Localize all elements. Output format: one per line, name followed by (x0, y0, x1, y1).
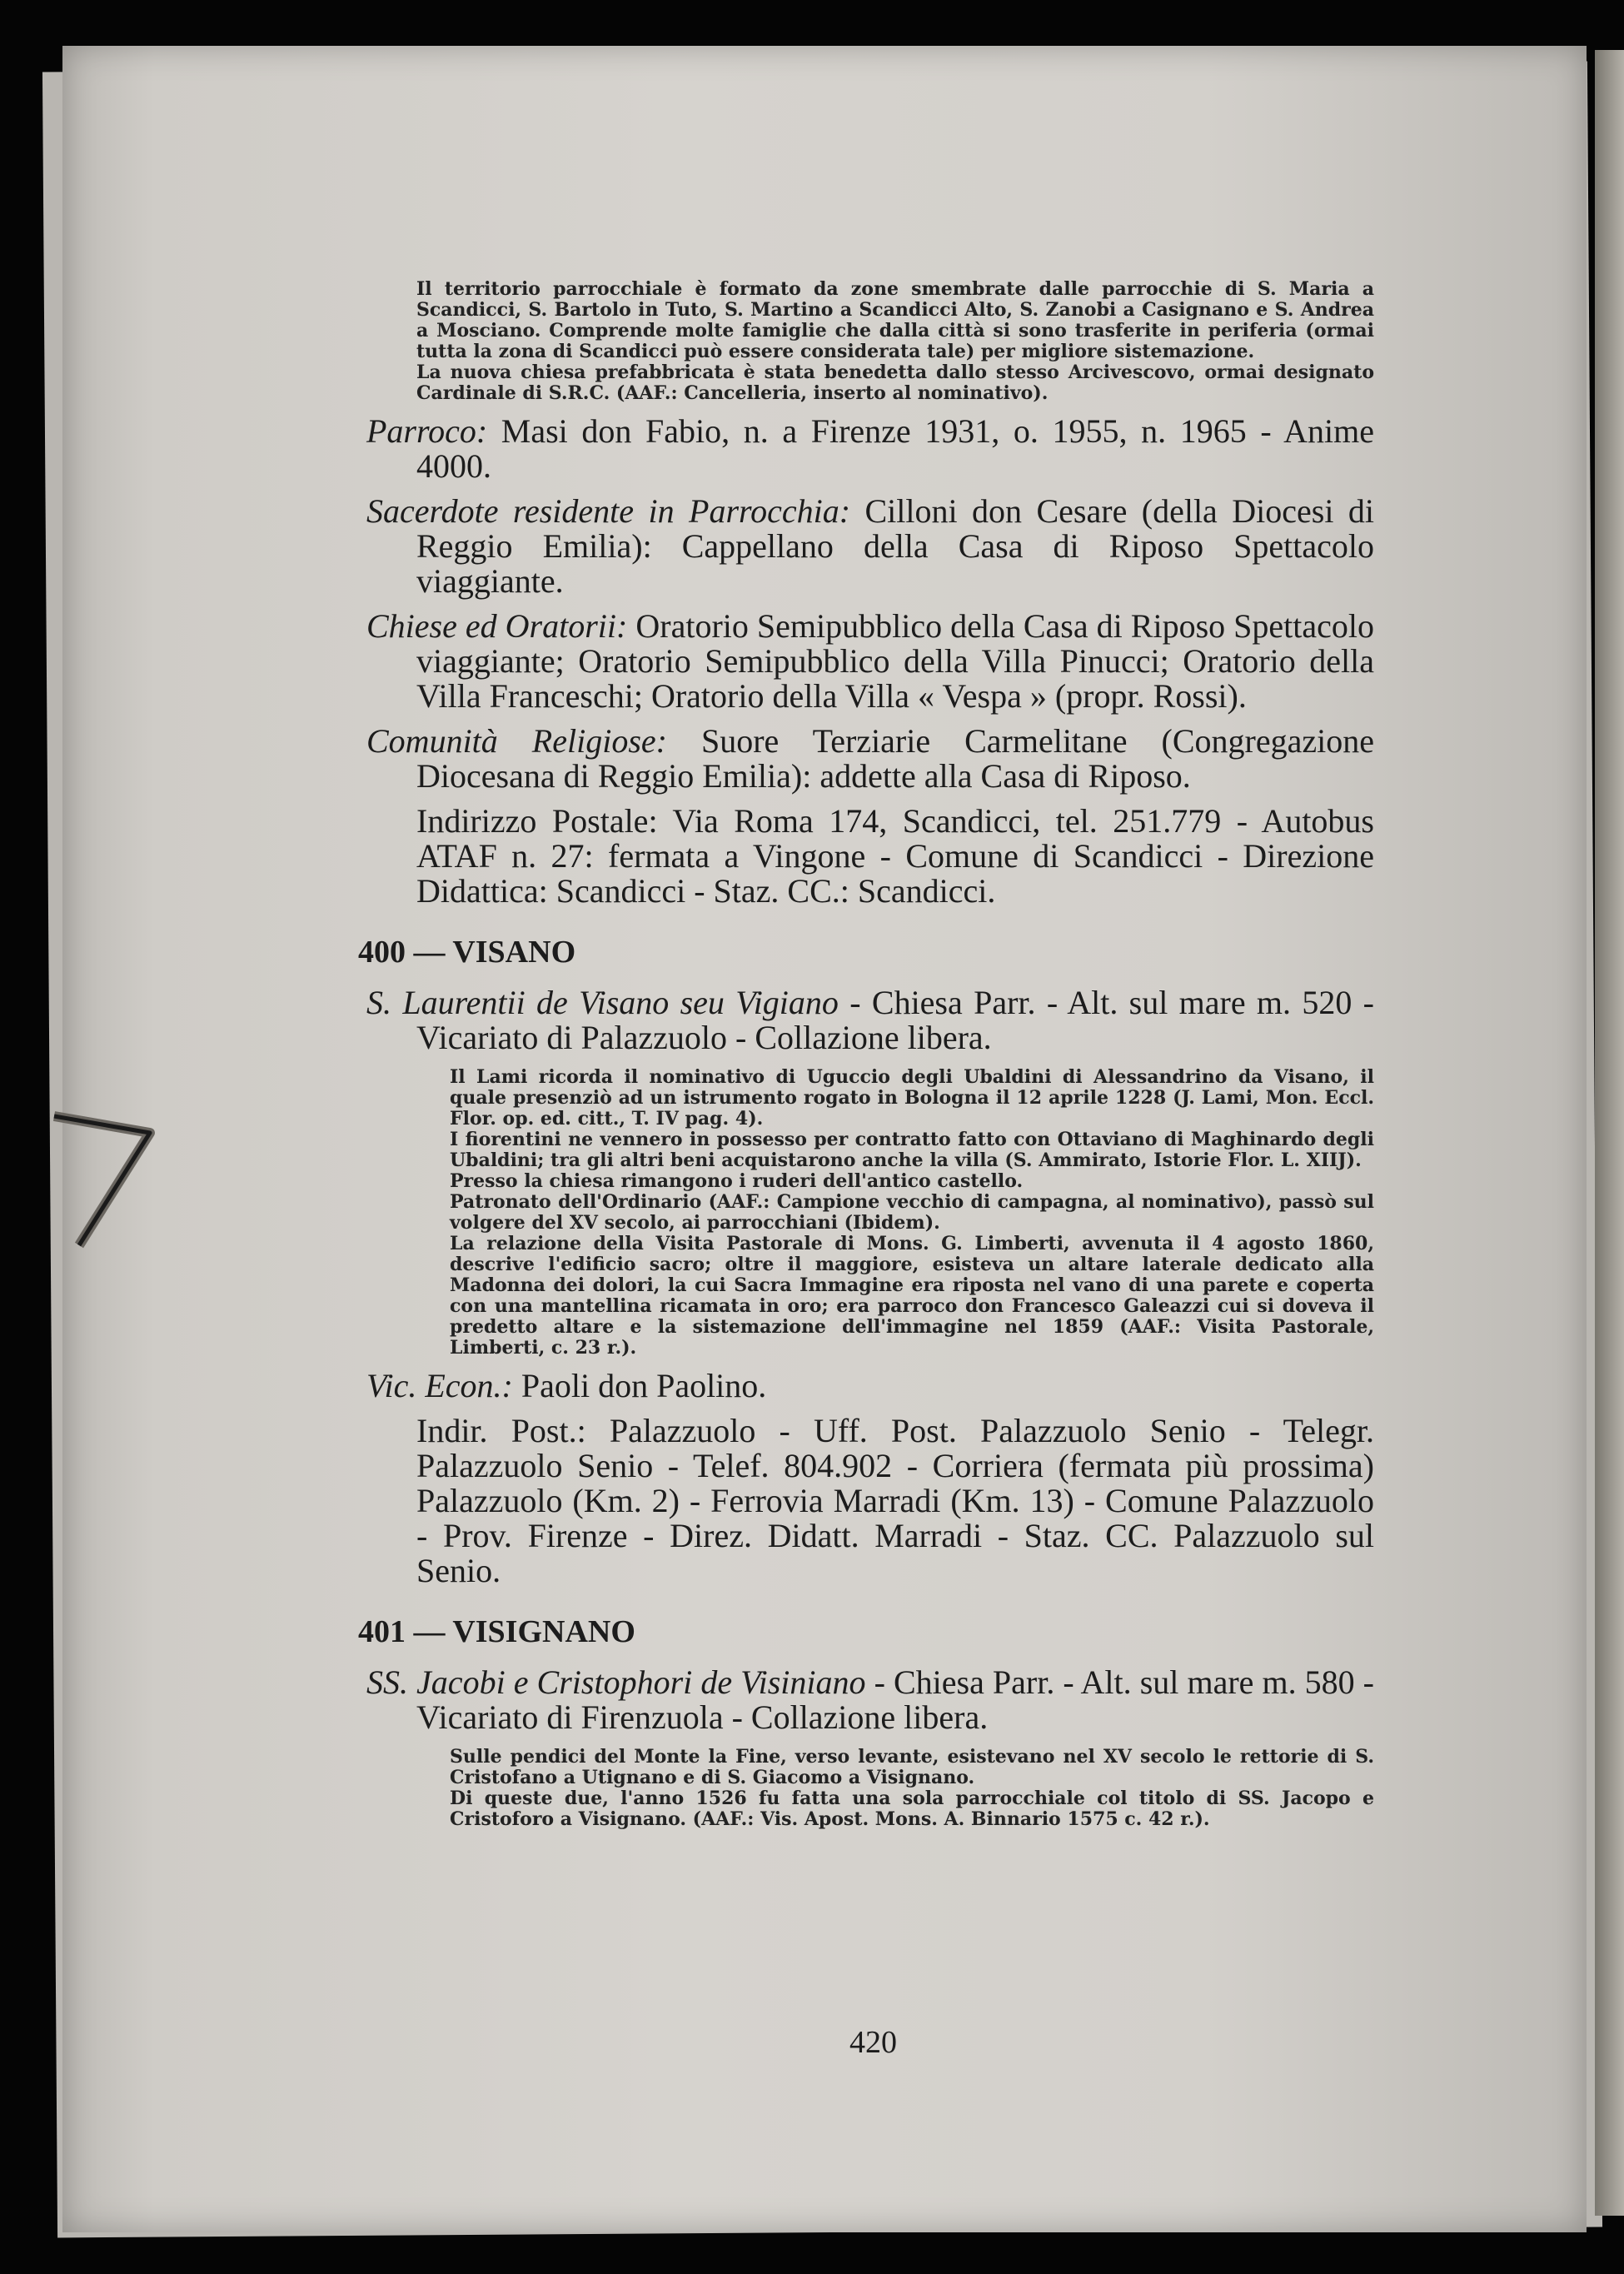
entry-sacerdote (366, 494, 1374, 599)
note-line: Il territorio parrocchiale è formato da zone smembrate dalle parrocchie di S. Maria a Scandicci, S. Bartolo in Tuto, S. Martino a Scandicci Alto, S. Zanobi a Casignano e S. Andrea a Mosciano. Comprende molte famiglie che dalla città si sono trasferite in periferia (ormai tutta la zona di Scandicci può essere considerata tale) per migliore sistemazione. (416, 278, 1374, 362)
note-block-scandicci (366, 279, 1374, 404)
entry-label: Vic. Econ.: (366, 1367, 513, 1404)
entry-text: Masi don Fabio, n. a Firenze 1931, o. 1955, n. 1965 - Anime 4000. (416, 412, 1374, 485)
note-line: La relazione della Visita Pastorale di Mons. G. Limberti, avvenuta il 4 agosto 1860, descrive l'edificio sacro; oltre il maggiore, esisteva un altare laterale dedicato alla Madonna dei dolori, la cui Sacra Immagine era riposta nel vano di una parete e coperta con una mantellina ricamata in oro; era parroco don Francesco Galeazzi cui si doveva il predetto altare e la sistemazione dell'immagine nel 1859 (AAF.: Visita Pastorale, Limberti, c. 23 r.). (450, 1233, 1374, 1359)
entry-visano-title (366, 985, 1374, 1055)
entry-text: - Chiesa Parr. - Alt. sul mare m. 580 - Vicariato di Firenzuola - Collazione libera. (416, 1663, 1375, 1736)
page-content (358, 278, 1375, 1838)
entry-label: SS. Jacobi e Cristophori de Visiniano (366, 1663, 866, 1701)
note-line: La nuova chiesa prefabbricata è stata benedetta dallo stesso Arcivescovo, ormai designato Cardinale di S.R.C. (AAF.: Cancelleria, inserto al nominativo). (416, 362, 1374, 404)
entry-comunita (366, 724, 1374, 794)
entry-label: S. Laurentii de Visano seu Vigiano (366, 984, 839, 1021)
entry-text: Suore Terziarie Carmelitane (Congregazione Diocesana di Reggio Emilia): addette alla Casa di Riposo. (416, 722, 1374, 795)
entry-indirizzo-visano: Indir. Post.: Palazzuolo - Uff. Post. Palazzuolo Senio - Telegr. Palazzuolo Senio - Telef. 804.902 - Corriera (fermata più prossima) Palazzuolo (Km. 2) - Ferrovia Marradi (Km. 13) - Comune Palazzuolo - Prov. Firenze - Direz. Didatt. Marradi - Staz. CC. Palazzuolo sul Senio. (416, 1412, 1374, 1589)
note-line: Sulle pendici del Monte la Fine, verso levante, esistevano nel XV secolo le rettorie di S. Cristofano a Utignano e di S. Giacomo a Visignano. (450, 1746, 1374, 1788)
entry-text: Oratorio Semipubblico della Casa di Riposo Spettacolo viaggiante; Oratorio Semipubblico della Villa Pinucci; Oratorio della Villa Franceschi; Oratorio della Villa « Vespa » (propr. Rossi). (416, 607, 1375, 715)
entry-visignano-title (366, 1665, 1374, 1735)
note-block-visignano (366, 1747, 1374, 1830)
note-block-visano (366, 1067, 1374, 1359)
paper-clip-icon (50, 1100, 162, 1258)
section-heading-visignano: 401 — VISIGNANO (358, 1614, 635, 1649)
entry-chiese (366, 609, 1374, 714)
entry-label: Sacerdote residente in Parrocchia: (366, 492, 851, 530)
entry-text: Cilloni don Cesare (della Diocesi di Reggio Emilia): Cappellano della Casa di Riposo Spettacolo viaggiante. (416, 492, 1374, 600)
note-line: I fiorentini ne vennero in possesso per contratto fatto con Ottaviano di Maghinardo degli Ubaldini; tra gli altri beni acquistarono anche la villa (S. Ammirato, Istorie Flor. L. XIIJ). (450, 1129, 1374, 1171)
entry-vic-econ (366, 1369, 1374, 1404)
note-line: Presso la chiesa rimangono i ruderi dell'antico castello. (450, 1170, 1024, 1192)
page-edge (1595, 50, 1624, 2216)
note-line: Di queste due, l'anno 1526 fu fatta una sola parrocchiale col titolo di SS. Jacopo e Cristoforo a Visignano. (AAF.: Vis. Apost. Mons. A. Binnario 1575 c. 42 r.). (450, 1788, 1374, 1830)
note-line: Patronato dell'Ordinario (AAF.: Campione vecchio di campagna, al nominativo), passò sul volgere del XV secolo, ai parrocchiani (Ibidem). (450, 1191, 1374, 1234)
entry-indirizzo: Indirizzo Postale: Via Roma 174, Scandicci, tel. 251.779 - Autobus ATAF n. 27: fermata a Vingone - Comune di Scandicci - Direzione Didattica: Scandicci - Staz. CC.: Scandicci. (416, 802, 1374, 910)
entry-text: Paoli don Paolino. (521, 1367, 767, 1404)
page-number: 420 (849, 2025, 897, 2060)
entry-label: Parroco: (366, 412, 488, 450)
entry-parroco (366, 414, 1374, 484)
note-line: Il Lami ricorda il nominativo di Uguccio degli Ubaldini di Alessandrino da Visano, il quale presenziò ad un istrumento rogato in Bologna il 12 aprile 1228 (J. Lami, Mon. Eccl. Flor. op. ed. citt., T. IV pag. 4). (450, 1066, 1374, 1130)
entry-label: Comunità Religiose: (366, 722, 667, 760)
entry-label: Chiese ed Oratorii: (366, 607, 628, 645)
entry-text: - Chiesa Parr. - Alt. sul mare m. 520 - Vicariato di Palazzuolo - Collazione libera. (416, 984, 1375, 1056)
section-heading-visano: 400 — VISANO (358, 935, 576, 970)
